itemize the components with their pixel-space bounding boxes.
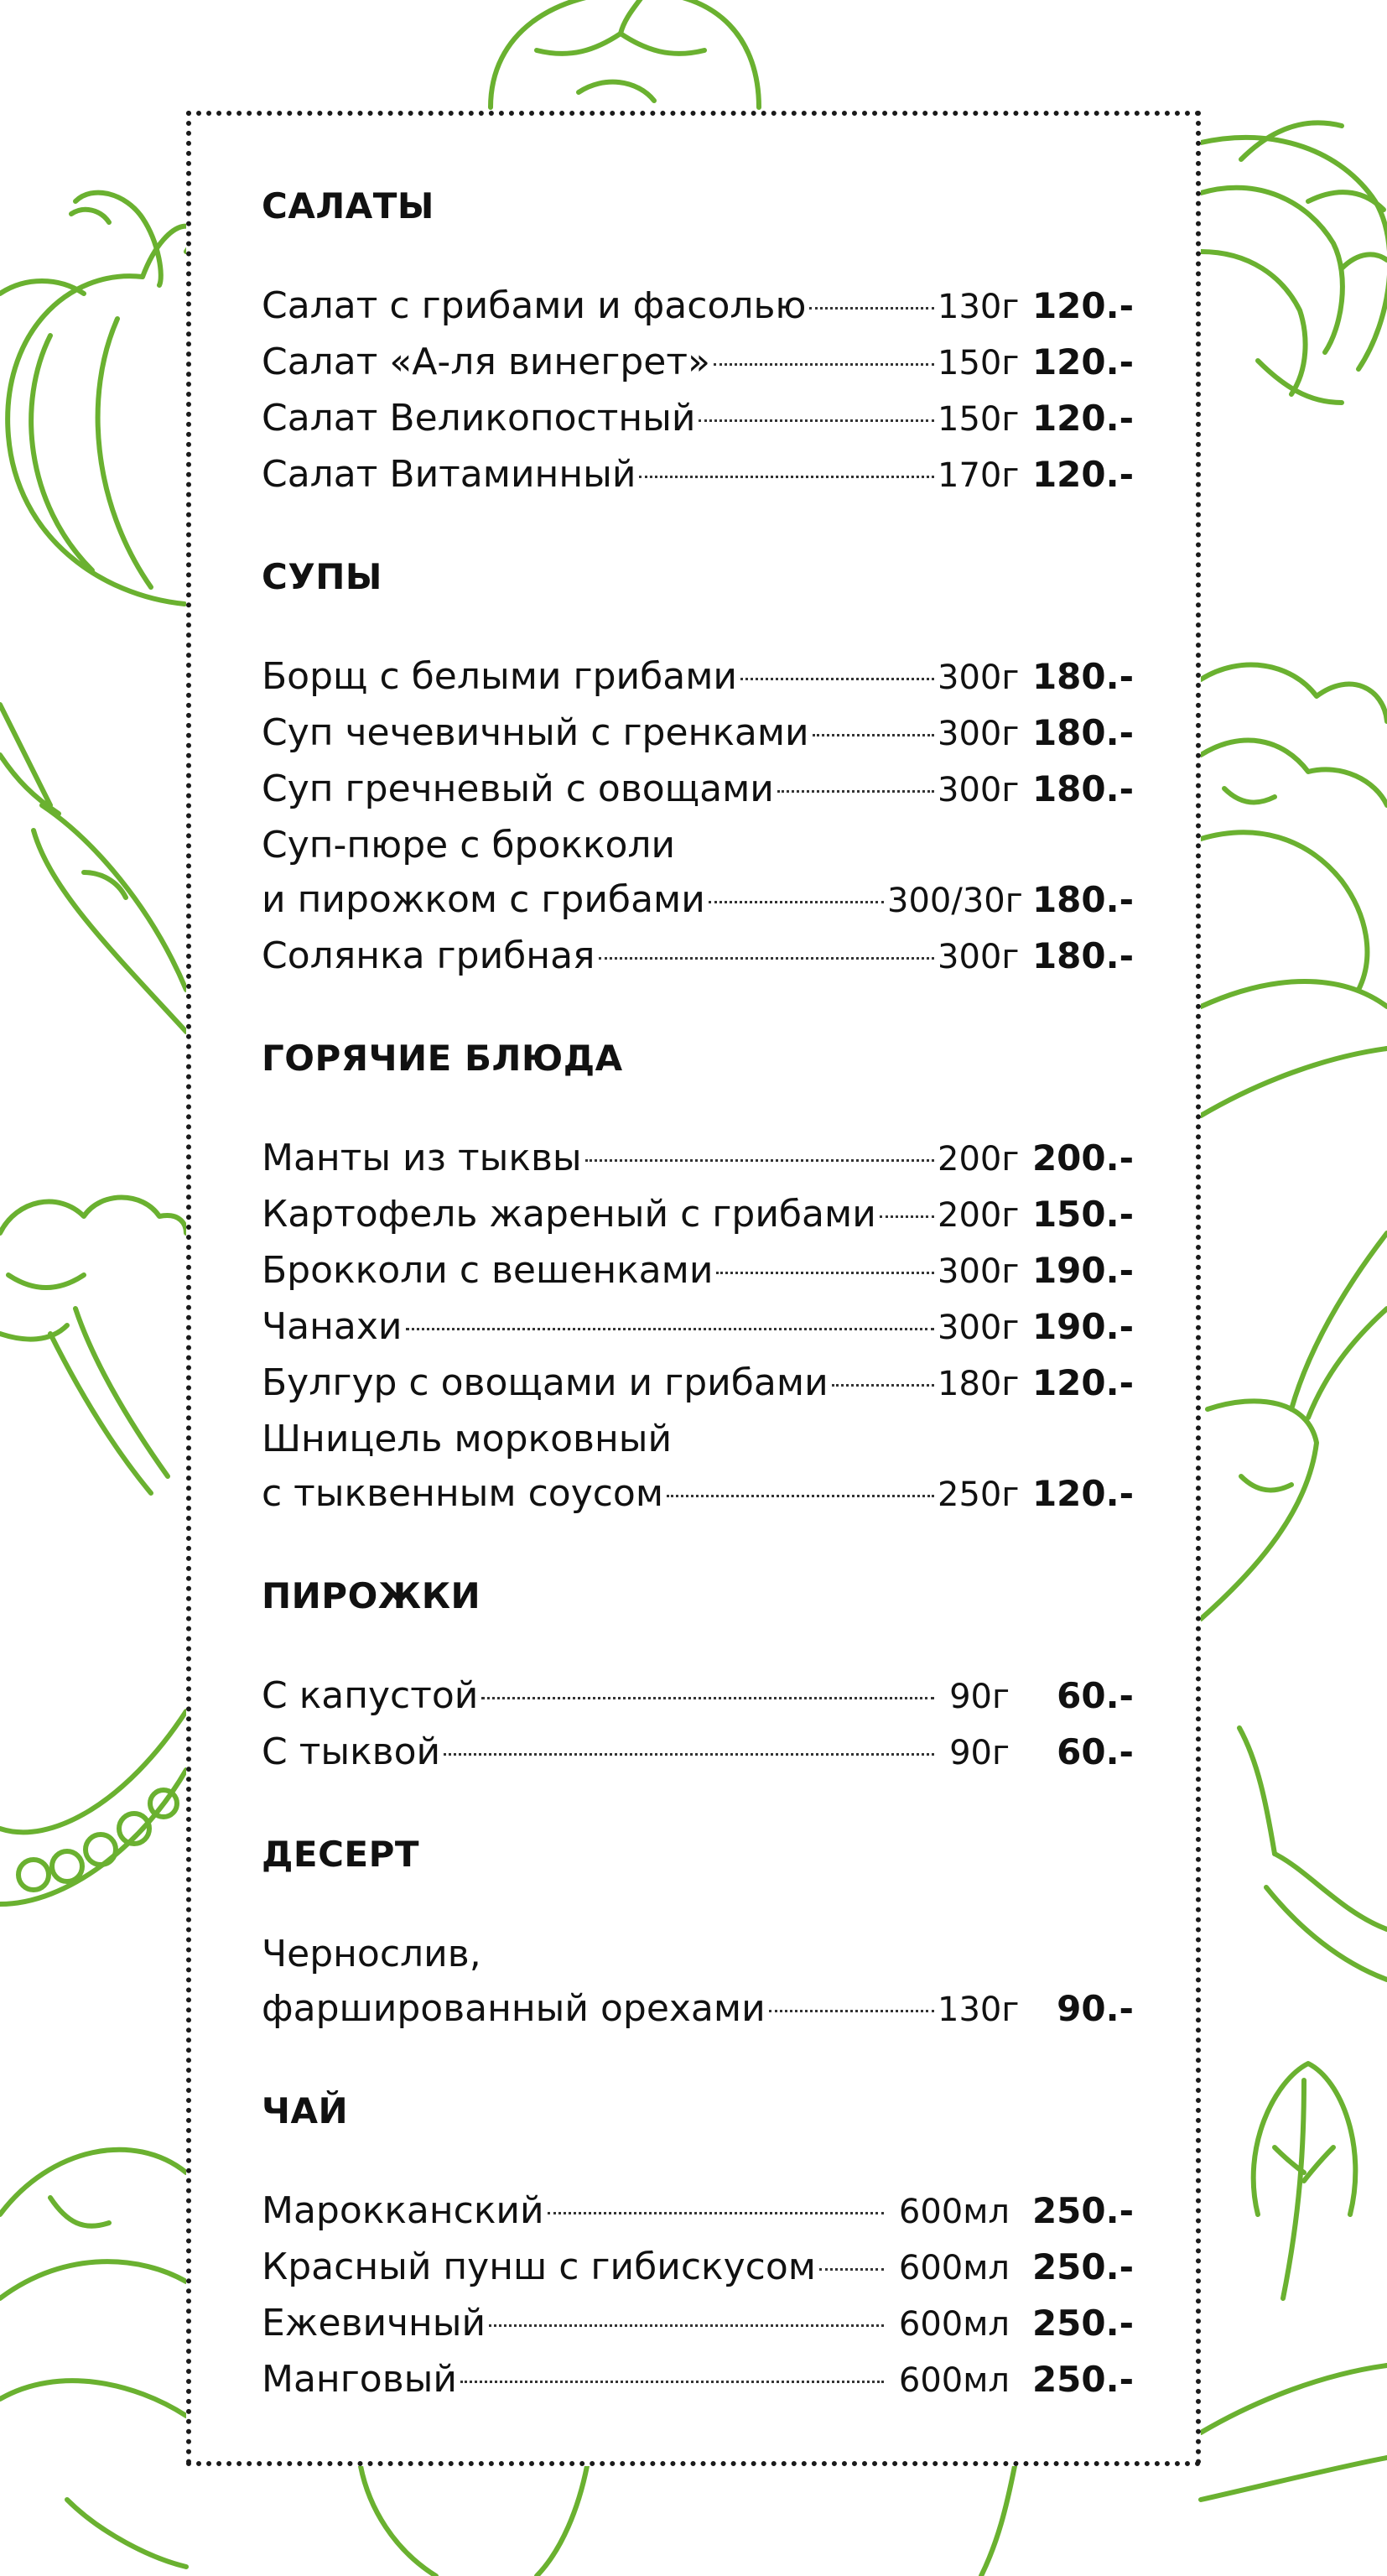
tomato-icon <box>491 0 759 107</box>
dot-leader <box>740 678 934 680</box>
item-price: 250.- <box>1031 2246 1134 2287</box>
dot-leader <box>481 1697 934 1699</box>
dot-leader <box>489 2324 884 2327</box>
item-name: Чанахи <box>262 1305 403 1348</box>
item-weight: 170г <box>938 456 1020 495</box>
item-name-line1: Чернослив, <box>262 1933 481 1975</box>
dot-leader <box>819 2268 884 2271</box>
cabbage-icon <box>0 2150 186 2567</box>
item-name: Салат Великопостный <box>262 397 696 440</box>
item-price: 190.- <box>1031 1306 1134 1347</box>
item-weight: 150г <box>938 400 1020 439</box>
lettuce-icon <box>1201 665 1387 1116</box>
item-price: 150.- <box>1031 1194 1134 1235</box>
item-weight: 300г <box>938 938 1020 976</box>
item-name: Ежевичный <box>262 2302 486 2344</box>
item-price: 180.- <box>1031 712 1134 753</box>
menu-item <box>262 1299 1134 1356</box>
item-weight: 300г <box>938 771 1020 809</box>
item-weight: 300г <box>938 658 1020 697</box>
section-salads <box>262 186 1134 503</box>
item-weight: 150г <box>938 344 1020 382</box>
carrot-icon <box>0 705 186 1032</box>
item-name: Салат Витаминный <box>262 453 636 496</box>
menu-item <box>262 705 1134 762</box>
item-name: С тыквой <box>262 1730 441 1773</box>
menu-item <box>262 649 1134 705</box>
item-weight: 300/30г <box>887 882 1023 920</box>
item-weight: 180г <box>938 1365 1020 1403</box>
menu-item <box>262 1981 1134 2037</box>
menu-item <box>262 2296 1134 2352</box>
item-name: Манговый <box>262 2358 457 2401</box>
item-name: Манты из тыквы <box>262 1137 582 1179</box>
pumpkin-icon <box>0 193 193 604</box>
menu-item <box>262 1187 1134 1243</box>
dot-leader <box>548 2212 884 2214</box>
item-weight: 600мл <box>898 2305 1010 2344</box>
section-title: ПИРОЖКИ <box>262 1575 481 1616</box>
menu-card <box>186 111 1201 2466</box>
item-price: 120.- <box>1031 398 1134 439</box>
item-price: 60.- <box>1057 1731 1134 1772</box>
dot-leader <box>769 2010 934 2012</box>
item-name: Брокколи с вешенками <box>262 1249 714 1292</box>
dot-leader <box>716 1272 934 1274</box>
item-price: 250.- <box>1031 2359 1134 2400</box>
menu-item <box>262 872 1134 929</box>
section-soups <box>262 557 1134 985</box>
dot-leader <box>639 476 934 478</box>
item-price: 120.- <box>1031 341 1134 382</box>
item-price: 180.- <box>1031 879 1134 920</box>
broccoli-icon <box>0 1198 186 1494</box>
item-name: С капустой <box>262 1674 479 1717</box>
carrot-right-icon <box>1201 1233 1387 1619</box>
section-title: САЛАТЫ <box>262 185 434 226</box>
dot-leader <box>460 2381 884 2383</box>
item-price: 120.- <box>1031 1473 1134 1514</box>
item-name: и пирожком с грибами <box>262 878 705 921</box>
menu-item <box>262 929 1134 985</box>
item-price: 180.- <box>1031 768 1134 809</box>
item-weight: 300г <box>938 1309 1020 1347</box>
menu-item <box>262 391 1134 447</box>
artichoke-icon <box>1201 122 1387 403</box>
menu-content <box>262 186 1134 2462</box>
menu-item <box>262 2183 1134 2240</box>
dot-leader <box>406 1328 935 1330</box>
item-weight: 130г <box>938 1991 1020 2029</box>
section-dessert <box>262 1834 1134 2037</box>
dot-leader <box>699 419 934 422</box>
menu-item <box>262 1668 1134 1725</box>
dot-leader <box>714 363 934 366</box>
item-price: 120.- <box>1031 454 1134 495</box>
item-name: Марокканский <box>262 2189 544 2232</box>
item-name: Борщ с белыми грибами <box>262 655 738 698</box>
section-title: ДЕСЕРТ <box>262 1834 420 1875</box>
section-pies <box>262 1576 1134 1781</box>
item-name-line1: Суп-пюре с брокколи <box>262 824 676 866</box>
item-name: Картофель жареный с грибами <box>262 1193 876 1236</box>
item-name: Суп гречневый с овощами <box>262 768 774 810</box>
chili-icon <box>1239 1728 1387 1980</box>
item-price: 200.- <box>1031 1137 1134 1179</box>
section-title: СУПЫ <box>262 556 382 597</box>
item-weight: 300г <box>938 715 1020 753</box>
item-weight: 600мл <box>898 2361 1010 2400</box>
item-weight: 200г <box>938 1196 1020 1235</box>
item-name: Солянка грибная <box>262 934 595 977</box>
item-price: 250.- <box>1031 2303 1134 2344</box>
item-weight: 600мл <box>898 2193 1010 2231</box>
item-weight: 130г <box>938 288 1020 326</box>
item-weight: 250г <box>938 1475 1020 1514</box>
dot-leader <box>880 1215 934 1218</box>
section-title: ГОРЯЧИЕ БЛЮДА <box>262 1038 623 1079</box>
menu-item <box>262 1725 1134 1781</box>
item-weight: 90г <box>949 1734 1010 1772</box>
item-weight: 600мл <box>898 2249 1010 2287</box>
menu-item <box>262 278 1134 335</box>
section-title: ЧАЙ <box>262 2090 349 2131</box>
dot-leader <box>813 734 934 736</box>
sprout-icon <box>361 2466 1015 2576</box>
dot-leader <box>585 1159 934 1162</box>
menu-item <box>262 2352 1134 2408</box>
item-price: 180.- <box>1031 935 1134 976</box>
section-hot-dishes <box>262 1038 1134 1522</box>
item-price: 250.- <box>1031 2190 1134 2231</box>
menu-item <box>262 335 1134 391</box>
item-price: 60.- <box>1057 1675 1134 1716</box>
menu-item <box>262 1466 1134 1522</box>
item-name: фаршированный орехами <box>262 1987 766 2030</box>
pea-pod-icon <box>0 1711 186 1904</box>
item-name: Суп чечевичный с гренками <box>262 711 809 754</box>
section-tea <box>262 2091 1134 2408</box>
item-name-line1: Шницель морковный <box>262 1418 673 1460</box>
dot-leader <box>809 307 934 310</box>
item-price: 120.- <box>1031 285 1134 326</box>
item-name: Красный пунш с гибискусом <box>262 2246 816 2288</box>
item-name: Булгур с овощами и грибами <box>262 1361 829 1404</box>
menu-item <box>262 2240 1134 2296</box>
dot-leader <box>832 1384 934 1387</box>
dot-leader <box>777 790 934 793</box>
menu-item <box>262 447 1134 503</box>
item-price: 180.- <box>1031 656 1134 697</box>
dot-leader <box>667 1495 934 1497</box>
item-name: Салат с грибами и фасолью <box>262 284 807 327</box>
item-name: с тыквенным соусом <box>262 1472 664 1515</box>
item-price: 190.- <box>1031 1250 1134 1291</box>
dot-leader <box>709 901 884 903</box>
dot-leader <box>599 957 934 960</box>
menu-item <box>262 1243 1134 1299</box>
chard-icon <box>1201 2063 1387 2500</box>
item-weight: 90г <box>949 1678 1010 1716</box>
menu-item <box>262 762 1134 818</box>
menu-item <box>262 1356 1134 1412</box>
dot-leader <box>444 1753 934 1756</box>
item-price: 90.- <box>1057 1988 1134 2029</box>
item-weight: 300г <box>938 1252 1020 1291</box>
menu-item <box>262 1131 1134 1187</box>
item-weight: 200г <box>938 1140 1020 1179</box>
item-name: Салат «А-ля винегрет» <box>262 341 710 383</box>
item-price: 120.- <box>1031 1362 1134 1403</box>
